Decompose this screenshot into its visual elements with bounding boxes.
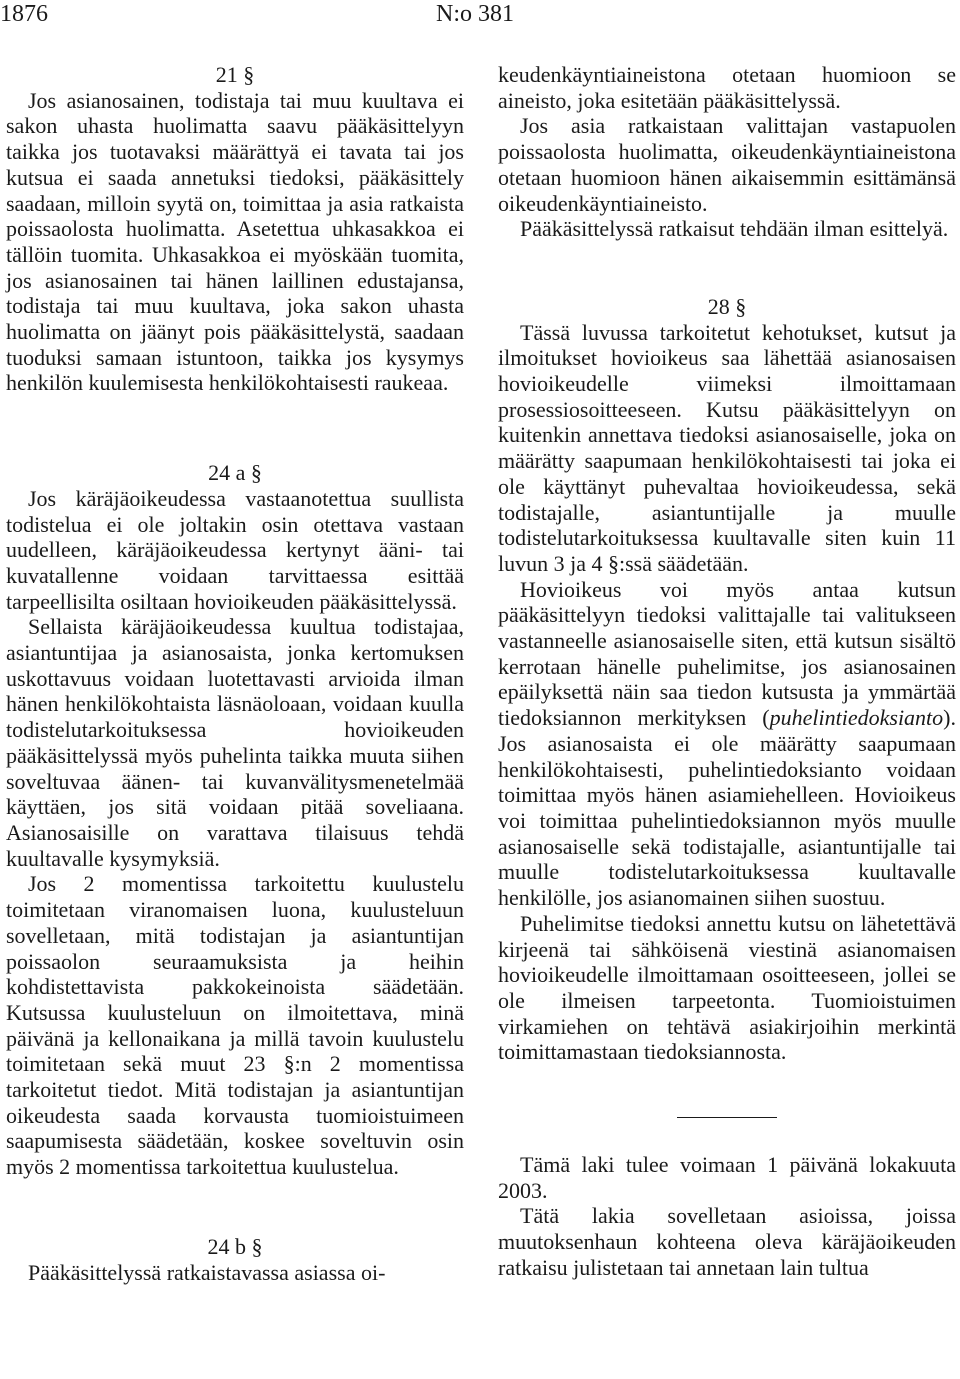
section-24a-paragraph-1: Jos käräjäoikeudessa vastaanotettua suullista todistelua ei ole joltakin osin otettava vastaan uudelleen, käräjäoikeudessa kertynyt ääni- tai kuvatallenne voidaan tarvittaessa esittää tarpeellisilta osiltaan hovioikeuden pääkäsittelyssä. <box>6 485 464 614</box>
paragraph-text-end: ). Jos asianosaista ei ole määrätty saapumaan henkilökohtaisesti, puhelintiedoksianto voidaan toimittaa myös hänen asiamiehelleen. Hovioikeus voi toimittaa puhelintiedoksiannon myös muulle asianosaiselle sekä todistajalle, asiantuntijalle tai muulle todistelutarkoituksessa kuultavalle henkilölle, jos asianomainen siihen suostuu. <box>498 705 956 911</box>
divider-rule <box>677 1117 777 1118</box>
section-24a-heading: 24 a § <box>208 460 262 486</box>
transitional-paragraph: Tätä lakia sovelletaan asioissa, joissa muutoksenhaun kohteena oleva käräjäoikeuden ratkaisu julistetaan tai annetaan lain tultua <box>498 1203 956 1280</box>
section-28-paragraph-1: Tässä luvussa tarkoitetut kehotukset, kutsut ja ilmoitukset hovioikeus saa lähettää asianosaisen hovioikeudelle viimeksi ilmoittamaan prosessiosoitteeseen. Kutsu pääkäsittelyyn on kuitenkin annettava tiedoksi asianosaiselle, joka on määrätty saapumaan henkilökohtaisesti tai joka ei ole käyttänyt puhevaltaa hovioikeudessa, sekä todistajalle, asiantuntijalle ja muulle todistelutarkoituksessa kuultavalle siten kuin 11 luvun 3 ja 4 §:ssä säädetään. <box>498 319 956 576</box>
section-21-heading: 21 § <box>215 62 255 87</box>
absence-paragraph: Jos asia ratkaistaan valittajan vastapuolen poissaolosta huolimatta, oikeudenkäyntiaineistona otetaan huomioon hänen aikaisemmin esittämänsä oikeudenkäyntiaineisto. <box>498 113 956 216</box>
left-column <box>6 62 464 1285</box>
section-24b-paragraph: Pääkäsittelyssä ratkaistavassa asiassa oi- <box>28 1259 386 1285</box>
section-24a-paragraph-3: Jos 2 momentissa tarkoitettu kuulustelu toimitetaan viranomaisen luona, kuulusteluun sovelletaan, mitä todistajan ja asiantuntijan poissaolon seuraamuksista ja heihin kohdistettavista pakkokeinoista säädetään. Kutsussa kuulusteluun on ilmoitettava, minä päivänä ja kellonaikana ja millä tavoin kuulustelu toimitetaan sekä muut 23 §:n 2 momentissa tarkoitetut tiedot. Mitä todistajan ja asiantuntijan oikeudesta saada korvausta tuomioistuimeen saapumisesta säädetään, koskee soveltuvin osin myös 2 momentissa tarkoitettua kuulustelua. <box>6 871 464 1180</box>
presentation-paragraph: Pääkäsittelyssä ratkaisut tehdään ilman esittelyä. <box>520 216 949 242</box>
continued-paragraph: keudenkäyntiaineistona otetaan huomioon se aineisto, joka esitetään pääkäsittelyssä. <box>498 62 956 113</box>
italic-term: puhelintiedoksianto <box>769 705 944 731</box>
section-28-paragraph-2 <box>498 577 956 911</box>
section-28-heading: 28 § <box>707 293 747 319</box>
section-21-paragraph: Jos asianosainen, todistaja tai muu kuultava ei sakon uhasta huolimatta saavu pääkäsittelyyn taikka jos tuotavaksi määrättyä ei tavata tai jos kutsua ei saada annetuksi tiedoksi, pääkäsittely saadaan, milloin syytä on, toimittaa ja asia ratkaista poissaolosta huolimatta. Asetettua uhkasakkoa ei tällöin tuomita. Uhkasakkoa ei myöskään tuomita, jos asianosainen tai hänen laillinen edustajansa, todistaja tai muu kuultava, joka sakon uhasta huolimatta on jäänyt pois pääkäsittelystä, saadaan tuoduksi samaan istuntoon, taikka jos kysymys henkilön kuulemisesta henkilökohtaisesti raukeaa. <box>6 87 464 396</box>
section-28-paragraph-3: Puhelimitse tiedoksi annettu kutsu on lähetettävä kirjeenä tai sähköisenä viestinä asianomaisen hovioikeudelle ilmoittamaan osoitteeseen, jollei se ole ilmeisen tarpeetonta. Tuomioistuimen virkamiehen on tehtävä asiakirjoihin merkintä toimittamastaan tiedoksiannosta. <box>498 910 956 1065</box>
page-number: 1876 <box>0 1 48 27</box>
section-24b-heading: 24 b § <box>207 1233 263 1259</box>
statute-number: N:o 381 <box>436 1 514 27</box>
paragraph-text-start: Hovioikeus voi myös antaa kutsun pääkäsittelyyn tiedoksi valittajalle tai valitukseen vastanneelle asianosaiselle siten, että kutsun sisältö kerrotaan hänelle puhelimitse, jos asianosainen epäilyksettä näin saa tiedon kutsusta ja ymmärtää tiedoksiannon merkityksen ( <box>498 576 956 731</box>
entry-into-force-paragraph: Tämä laki tulee voimaan 1 päivänä lokakuuta 2003. <box>498 1152 956 1203</box>
section-24a-paragraph-2: Sellaista käräjäoikeudessa kuultua todistajaa, asiantuntijaa ja asianosaista, jonka kertomuksen uskottavuus voidaan luotettavasti arvioida ilman hänen henkilökohtaista läsnäoloaan, voidaan kuulla todistelutarkoituksessa hovioikeuden pääkäsittelyssä myös puhelinta taikka muuta siihen soveltuvaa äänen- tai kuvanvälitysmenetelmää käyttäen, jos sitä voidaan pitää soveliaana. Asianosaisille on varattava tilaisuus tehdä kuultavalle kysymyksiä. <box>6 614 464 871</box>
right-column <box>498 62 956 1281</box>
